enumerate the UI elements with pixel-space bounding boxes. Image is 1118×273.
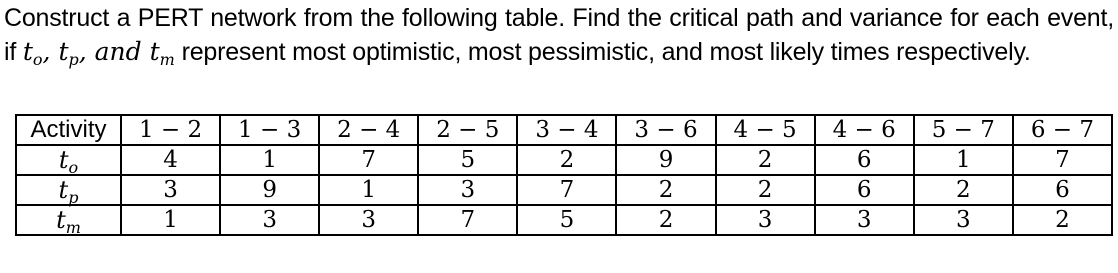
table-cell: 9 xyxy=(220,175,319,205)
table-cell: 2 xyxy=(517,145,616,175)
table-cell: 7 xyxy=(1013,145,1112,175)
table-cell: 2 xyxy=(716,175,815,205)
row-label-tm: $t_m$ xyxy=(16,205,121,235)
table-cell: 3 xyxy=(121,175,220,205)
activity-column-header: 5 − 7 xyxy=(914,115,1013,145)
table-cell: 3 xyxy=(220,205,319,235)
activity-column-header: 2 − 4 xyxy=(319,115,418,145)
table-cell: 3 xyxy=(914,205,1013,235)
table-cell: 1 xyxy=(319,175,418,205)
activity-column-header: 2 − 5 xyxy=(418,115,517,145)
table-cell: 2 xyxy=(716,145,815,175)
activity-column-header: 4 − 6 xyxy=(815,115,914,145)
activity-header: Activity xyxy=(16,115,121,145)
table-row xyxy=(16,175,1112,205)
table-cell: 3 xyxy=(815,205,914,235)
activity-column-header: 6 − 7 xyxy=(1013,115,1112,145)
table-cell: 2 xyxy=(914,175,1013,205)
table-cell: 4 xyxy=(121,145,220,175)
table-cell: 5 xyxy=(517,205,616,235)
table-cell: 2 xyxy=(616,205,715,235)
table-cell: 9 xyxy=(616,145,715,175)
activity-column-header: 1 − 2 xyxy=(121,115,220,145)
table-cell: 6 xyxy=(815,175,914,205)
table-cell: 3 xyxy=(418,175,517,205)
activity-times-table xyxy=(15,114,1113,236)
table-cell: 7 xyxy=(418,205,517,235)
table-cell: 7 xyxy=(517,175,616,205)
table-cell: 1 xyxy=(121,205,220,235)
math-expression: $t_o$, $t_p$, and $t_m$ xyxy=(22,37,175,69)
activity-column-header: 4 − 5 xyxy=(716,115,815,145)
question-text xyxy=(4,2,1114,69)
activity-column-header: 3 − 6 xyxy=(616,115,715,145)
activity-column-header: 3 − 4 xyxy=(517,115,616,145)
activity-column-header: 1 − 3 xyxy=(220,115,319,145)
table-cell: 2 xyxy=(616,175,715,205)
table-cell: 5 xyxy=(418,145,517,175)
table-cell: 3 xyxy=(716,205,815,235)
table-cell: 1 xyxy=(220,145,319,175)
table-cell: 1 xyxy=(914,145,1013,175)
row-label-to: $t_o$ xyxy=(16,145,121,175)
question-part-1: Construct a PERT network from the following table. Find the critical path and variance for each event, if xyxy=(4,4,1114,66)
table-cell: 6 xyxy=(815,145,914,175)
table-cell: 6 xyxy=(1013,175,1112,205)
table-cell: 7 xyxy=(319,145,418,175)
table-row xyxy=(16,205,1112,235)
row-label-tp: $t_p$ xyxy=(16,175,121,205)
table-row xyxy=(16,145,1112,175)
table-cell: 2 xyxy=(1013,205,1112,235)
question-part-2: represent most optimistic, most pessimistic, and most likely times respectively. xyxy=(174,38,1031,66)
table-header-row xyxy=(16,115,1112,145)
table-cell: 3 xyxy=(319,205,418,235)
